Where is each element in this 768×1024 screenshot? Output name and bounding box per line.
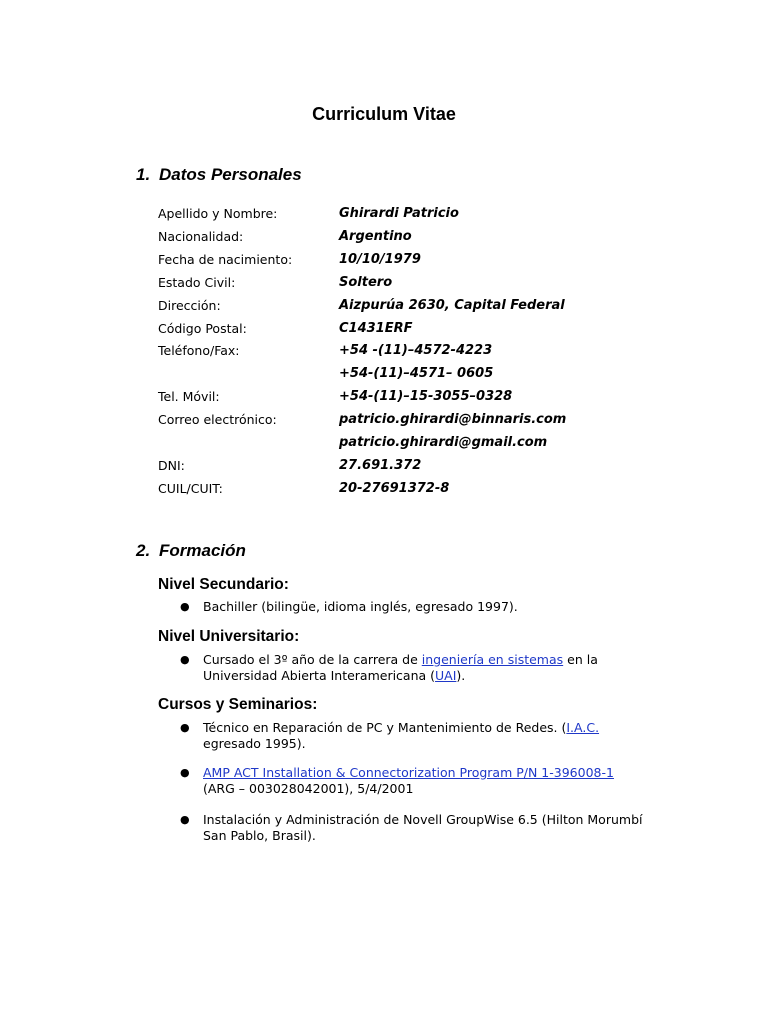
page-title: Curriculum Vitae bbox=[312, 104, 456, 124]
subheading-university: Nivel Universitario: bbox=[158, 628, 300, 645]
field-label: DNI: bbox=[158, 457, 185, 473]
link-amp-act-program[interactable]: AMP ACT Installation & Connectorization Program P/N 1-396008-1 bbox=[203, 765, 614, 780]
text-fragment: Cursado el 3º año de la carrera de bbox=[203, 652, 422, 667]
field-label: Fecha de nacimiento: bbox=[158, 251, 293, 267]
bullet-icon: ● bbox=[180, 721, 190, 734]
link-uai[interactable]: UAI bbox=[435, 667, 457, 683]
field-value: +54-(11)–4571– 0605 bbox=[339, 366, 494, 382]
section-title: Datos Personales bbox=[159, 165, 302, 184]
list-item-text bbox=[203, 652, 648, 683]
text-fragment: (ARG – 003028042001), 5/4/2001 bbox=[203, 780, 414, 796]
field-value: Soltero bbox=[339, 274, 393, 290]
field-label: Dirección: bbox=[158, 297, 221, 313]
field-value: +54 -(11)–4572-4223 bbox=[339, 343, 493, 359]
subheading-courses: Cursos y Seminarios: bbox=[158, 696, 318, 713]
field-value: C1431ERF bbox=[339, 320, 413, 336]
text-fragment: ). bbox=[456, 667, 466, 683]
link-ingenieria-sistemas[interactable]: ingeniería en sistemas bbox=[421, 652, 564, 667]
section-title: Formación bbox=[159, 541, 246, 560]
field-value: 20-27691372-8 bbox=[339, 480, 450, 496]
field-value: Argentino bbox=[339, 228, 412, 244]
field-label: Apellido y Nombre: bbox=[158, 206, 278, 221]
bullet-icon: ● bbox=[180, 766, 190, 779]
list-item-text: Instalación y Administración de Novell GroupWise 6.5 (Hilton Morumbí San Pablo, Brasil). bbox=[203, 812, 643, 843]
field-value: 10/10/1979 bbox=[339, 251, 421, 267]
list-item-text bbox=[203, 720, 648, 751]
field-label: Correo electrónico: bbox=[158, 412, 277, 428]
field-label: CUIL/CUIT: bbox=[158, 480, 223, 496]
section-heading-personal bbox=[136, 165, 302, 185]
field-value: patricio.ghirardi@gmail.com bbox=[339, 435, 548, 450]
bullet-icon: ● bbox=[180, 813, 190, 826]
field-label: Nacionalidad: bbox=[158, 228, 244, 244]
text-fragment: en la Universidad Abierta Interamericana ( bbox=[203, 652, 598, 683]
list-item-text: Bachiller (bilingüe, idioma inglés, egresado 1997). bbox=[203, 599, 518, 614]
field-value: +54-(11)–15-3055–0328 bbox=[339, 389, 513, 405]
bullet-icon: ● bbox=[180, 653, 190, 666]
section-heading-education bbox=[136, 541, 246, 561]
field-value: Aizpurúa 2630, Capital Federal bbox=[339, 297, 565, 313]
field-value: patricio.ghirardi@binnaris.com bbox=[339, 412, 567, 428]
list-item-text bbox=[203, 765, 648, 796]
text-fragment: egresado 1995). bbox=[203, 735, 306, 751]
bullet-icon: ● bbox=[180, 600, 190, 613]
field-value: 27.691.372 bbox=[339, 457, 422, 473]
field-label: Teléfono/Fax: bbox=[158, 343, 240, 359]
link-iac[interactable]: I.A.C. bbox=[566, 720, 600, 735]
field-label: Estado Civil: bbox=[158, 274, 236, 290]
field-value: Ghirardi Patricio bbox=[339, 206, 459, 221]
section-number: 1. bbox=[136, 165, 151, 184]
text-fragment: Técnico en Reparación de PC y Mantenimiento de Redes. ( bbox=[203, 720, 567, 735]
subheading-secondary: Nivel Secundario: bbox=[158, 576, 289, 593]
field-label: Tel. Móvil: bbox=[158, 389, 220, 405]
section-number: 2. bbox=[136, 541, 151, 560]
field-label: Código Postal: bbox=[158, 320, 247, 336]
